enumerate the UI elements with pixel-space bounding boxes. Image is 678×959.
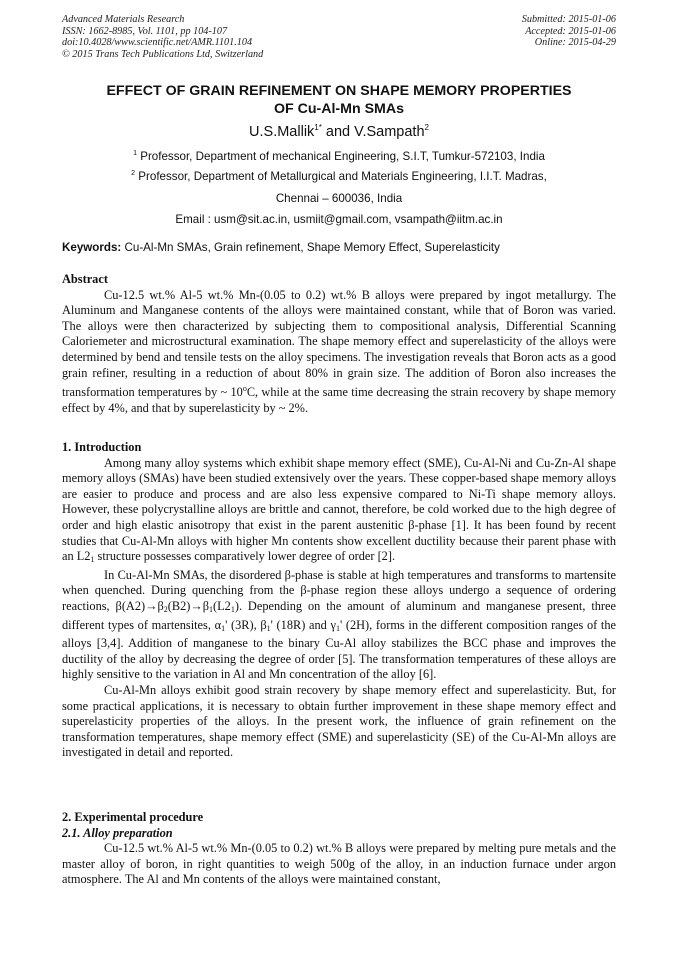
intro-p1-sub: 1 xyxy=(90,555,95,565)
issn-volume: ISSN: 1662-8985, Vol. 1101, pp 104-107 xyxy=(62,25,228,37)
accepted-date: Accepted: 2015-01-06 xyxy=(525,25,616,37)
submitted-date: Submitted: 2015-01-06 xyxy=(521,14,616,25)
author-and: and xyxy=(321,123,355,140)
intro-p2-a: In Cu-Al-Mn SMAs, the disordered β-phase is stable at high temperatures and transforms to martensite when quenched. During quenching from the β-phase region these alloys undergo a sequence of ordering reactions, β(A2)→β xyxy=(62,567,616,613)
introduction-paragraph-3: Cu-Al-Mn alloys exhibit good strain recovery by shape memory effect and superelasticity. But, for some practical applications, it is necessary to obtain further improvement in these shape memory effect and superelasticity properties of the alloys. In the present work, the influence of grain refinement on the transformation temperatures, shape memory effect (SME) and superelasticity (SE) of the Cu-Al-Mn alloys are investigated in detail and reported. xyxy=(62,682,616,760)
abstract-heading: Abstract xyxy=(62,272,108,286)
affiliation-2 xyxy=(62,170,616,183)
intro-p1-part-b: structure possesses comparatively lower degree of order [2]. xyxy=(94,549,396,564)
author-2-mark: 2 xyxy=(424,123,429,132)
abstract-text-part-2: C, while at the same time decreasing the strain recovery by shape memory effect by 4%, and that by superelasticity by ~ 2%. xyxy=(62,385,617,415)
introduction-heading: 1. Introduction xyxy=(62,440,142,454)
copyright: © 2015 Trans Tech Publications Ltd, Switzerland xyxy=(62,48,264,60)
intro-p2-c: (L2 xyxy=(213,598,231,613)
intro-p2-s1: 2 xyxy=(163,604,168,614)
paper-title xyxy=(62,82,616,118)
introduction-section xyxy=(62,440,616,761)
abstract-text-part-1: Cu-12.5 wt.% Al-5 wt.% Mn-(0.05 to 0.2) wt.% B alloys were prepared by ingot metallurgy. The Aluminum and Manganese contents of the alloys were maintained constant, while that of Boron was varied. The alloys were then characterized by subjecting them to compositional analysis, Differential Scanning Caloriemeter and microstructural examination. The shape memory effect and superelasticity of the alloys were determined by bend and tensile tests on the alloy specimens. The investigation reveals that Boron acts as a good grain refiner, resulting in a reduction of about 80% in grain size. The addition of Boron also increases the transformation temperatures by ~ 10 xyxy=(62,287,616,400)
intro-p2-s4: 1 xyxy=(221,623,226,633)
authors xyxy=(62,123,616,140)
intro-p2-s6: 1 xyxy=(335,623,340,633)
keywords-text: Cu-Al-Mn SMAs, Grain refinement, Shape Memory Effect, Superelasticity xyxy=(121,241,500,254)
dates-info xyxy=(522,14,616,49)
intro-p2-d: ). Depending on the amount of aluminum and manganese present, three different types of martensites, α xyxy=(62,598,616,632)
affiliation-1-text: Professor, Department of mechanical Engineering, S.I.T, Tumkur-572103, India xyxy=(136,150,545,163)
abstract-text xyxy=(62,288,616,417)
intro-p2-s2: 1 xyxy=(209,604,214,614)
title-line-2: OF Cu-Al-Mn SMAs xyxy=(273,101,405,117)
experimental-section xyxy=(62,810,616,888)
affiliation-2-text: Professor, Department of Metallurgical and Materials Engineering, I.I.T. Madras, xyxy=(135,170,547,183)
intro-p2-s3: 1 xyxy=(230,604,235,614)
journal-info xyxy=(62,14,263,60)
affiliation-2-mark: 2 xyxy=(131,170,136,178)
intro-p2-b: (B2)→β xyxy=(167,598,210,613)
abstract-section xyxy=(62,272,616,416)
introduction-paragraph-2 xyxy=(62,568,616,683)
doi: doi:10.4028/www.scientific.net/AMR.1101.104 xyxy=(62,37,253,49)
affiliation-1 xyxy=(62,150,616,163)
experimental-paragraph-1: Cu-12.5 wt.% Al-5 wt.% Mn-(0.05 to 0.2) wt.% B alloys were prepared by melting pure metals and the master alloy of boron, in right quantities to weigh 500g of the alloy, in an induction furnace under argon atmosphere. The Al and Mn contents of the alloys were maintained constant, xyxy=(62,841,616,887)
intro-p2-g: ' (2H), forms in the different composition ranges of the alloys [3,4]. Addition of manganese to the binary Cu-Al alloy stabilizes the BCC phase and improves the ductility of the alloy by decreasing the degree of order [5]. The transformation temperatures of these alloys are highly sensitive to the variation in Al and Mn concentration of the alloy [6]. xyxy=(62,617,616,682)
degree-mark: o xyxy=(242,384,247,394)
intro-p1-part-a: Among many alloy systems which exhibit shape memory effect (SME), Cu-Al-Ni and Cu-Zn-Al shape memory alloys (SMAs) have been studied extensively over the years. These copper-based shape memory alloys are easier to produce and process and are also less expensive compared to Ni-Ti shape memory alloys. However, these polycrystalline alloys are brittle and cannot, therefore, be cold worked due to the high degree of order and high elastic anisotropy that exist in the parent austenitic β-phase [1]. It has been found by recent studies that Cu-Al-Mn alloys with higher Mn contents show excellent ductility because their parent phase with an L2 xyxy=(62,455,616,564)
author-2: V.Sampath xyxy=(354,123,425,140)
email-line: Email : usm@sit.ac.in, usmiit@gmail.com, vsampath@iitm.ac.in xyxy=(175,213,503,226)
keywords-label: Keywords: xyxy=(62,241,122,254)
alloy-preparation-subheading: 2.1. Alloy preparation xyxy=(62,825,173,840)
author-1: U.S.Mallik xyxy=(249,123,315,140)
author-1-mark: 1* xyxy=(314,123,322,132)
online-date: Online: 2015-04-29 xyxy=(534,37,616,49)
title-line-1: EFFECT OF GRAIN REFINEMENT ON SHAPE MEMORY PROPERTIES xyxy=(106,83,572,99)
affiliation-1-mark: 1 xyxy=(133,150,137,158)
intro-p2-f: ' (18R) and γ xyxy=(270,617,336,632)
intro-p2-s5: 1 xyxy=(266,623,271,633)
intro-p2-e: ' (3R), β xyxy=(225,617,267,632)
introduction-paragraph-1 xyxy=(62,456,616,568)
keywords xyxy=(62,241,616,254)
experimental-heading: 2. Experimental procedure xyxy=(62,810,204,824)
journal-name: Advanced Materials Research xyxy=(62,14,185,25)
affiliation-2-continued: Chennai – 600036, India xyxy=(275,192,403,205)
